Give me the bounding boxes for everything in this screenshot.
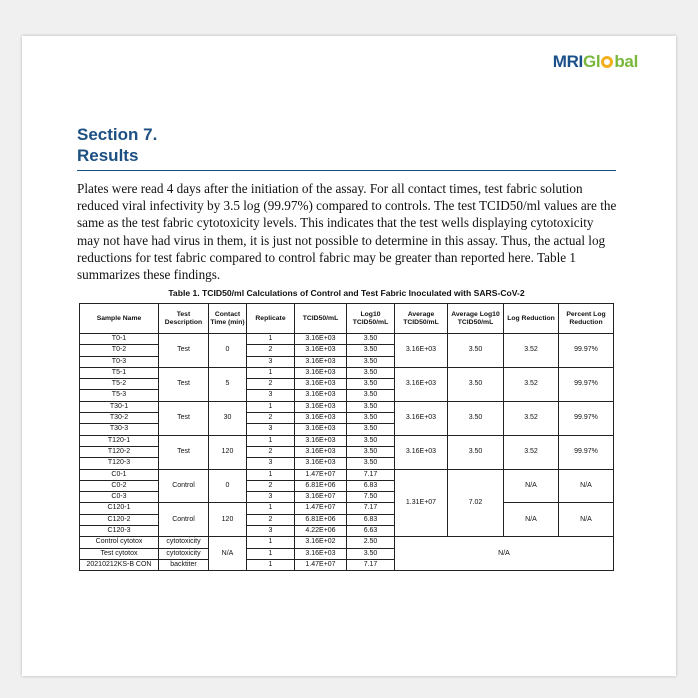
table-cell: 3.52 bbox=[504, 435, 559, 469]
table-cell: 3.50 bbox=[347, 367, 395, 378]
table-cell: 7.17 bbox=[347, 469, 395, 480]
table-cell: backtiter bbox=[159, 559, 209, 570]
table-cell: 2 bbox=[247, 514, 295, 525]
sample-name-cell: C0-2 bbox=[80, 480, 159, 491]
table-cell: Test bbox=[159, 334, 209, 368]
table-cell: 3 bbox=[247, 390, 295, 401]
sample-name-cell: C0-3 bbox=[80, 492, 159, 503]
table-cell: 1 bbox=[247, 401, 295, 412]
table-cell: 2.50 bbox=[347, 537, 395, 548]
table-cell: 6.81E+06 bbox=[295, 480, 347, 491]
table-cell: 1 bbox=[247, 367, 295, 378]
table-cell: 6.63 bbox=[347, 526, 395, 537]
table-cell: 3.16E+03 bbox=[295, 390, 347, 401]
table-cell: Test bbox=[159, 435, 209, 469]
table-cell: 3.16E+03 bbox=[395, 367, 448, 401]
sample-name-cell: T120-3 bbox=[80, 458, 159, 469]
table-cell: 3.16E+03 bbox=[395, 334, 448, 368]
table-cell: 120 bbox=[209, 503, 247, 537]
sample-name-cell: T30-1 bbox=[80, 401, 159, 412]
sample-name-cell: C0-1 bbox=[80, 469, 159, 480]
table-cell: 3.50 bbox=[347, 345, 395, 356]
table-cell: 2 bbox=[247, 480, 295, 491]
table-row bbox=[80, 537, 614, 548]
table-cell: 3.50 bbox=[448, 401, 504, 435]
table-cell: 1 bbox=[247, 537, 295, 548]
table-cell: 3 bbox=[247, 492, 295, 503]
table-cell: 3.16E+07 bbox=[295, 492, 347, 503]
column-header: Log10 TCID50/mL bbox=[347, 304, 395, 334]
table-cell: 3.50 bbox=[347, 390, 395, 401]
table-cell: 3.52 bbox=[504, 334, 559, 368]
table-cell: 2 bbox=[247, 413, 295, 424]
table-cell: 7.50 bbox=[347, 492, 395, 503]
table-cell: Control bbox=[159, 469, 209, 503]
sample-name-cell: T5-2 bbox=[80, 379, 159, 390]
sample-name-cell: C120-3 bbox=[80, 526, 159, 537]
column-header: TCID50/mL bbox=[295, 304, 347, 334]
table-cell: Test bbox=[159, 401, 209, 435]
sample-name-cell: T120-2 bbox=[80, 446, 159, 457]
table-row bbox=[80, 469, 614, 480]
table-cell: 3.16E+03 bbox=[295, 379, 347, 390]
table-cell: 3.50 bbox=[347, 356, 395, 367]
table-cell: 3.16E+03 bbox=[295, 356, 347, 367]
table-cell: 3 bbox=[247, 356, 295, 367]
table-cell: 3.16E+03 bbox=[395, 401, 448, 435]
table-cell: 1 bbox=[247, 559, 295, 570]
section-number: Section 7. bbox=[77, 125, 158, 144]
table-cell: 3.16E+03 bbox=[295, 435, 347, 446]
table-cell: 6.83 bbox=[347, 480, 395, 491]
table-cell: 0 bbox=[209, 469, 247, 503]
table-cell: 3.50 bbox=[347, 334, 395, 345]
table-cell: N/A bbox=[504, 503, 559, 537]
table-cell: 3.50 bbox=[347, 458, 395, 469]
table-cell: 3.50 bbox=[347, 424, 395, 435]
table-cell: Control bbox=[159, 503, 209, 537]
column-header: Average Log10 TCID50/mL bbox=[448, 304, 504, 334]
table-cell: 3.16E+03 bbox=[295, 424, 347, 435]
table-cell: 1.47E+07 bbox=[295, 503, 347, 514]
table-cell: 3.50 bbox=[347, 435, 395, 446]
table-cell: 4.22E+06 bbox=[295, 526, 347, 537]
sample-name-cell: T30-2 bbox=[80, 413, 159, 424]
table-cell: N/A bbox=[559, 469, 614, 503]
table-cell: 3 bbox=[247, 458, 295, 469]
results-paragraph: Plates were read 4 days after the initiation of the assay. For all contact times, test fabric solution reduced viral infectivity by 3.5 log (99.97%) compared to controls. The test TCID50/ml values are the same as the test fabric cytotoxicity levels. This indicates that the test wells displaying cytotoxicity may not have had virus in them, it is just not possible to determine in this assay. Thus, the actual log reductions for test fabric compared to control fabric may be greater than reported here. Table 1 summarizes these findings. bbox=[77, 181, 617, 283]
table-cell: 99.97% bbox=[559, 401, 614, 435]
table-row bbox=[80, 435, 614, 446]
sample-name-cell: T120-1 bbox=[80, 435, 159, 446]
table-cell: 3.16E+03 bbox=[295, 458, 347, 469]
table-row bbox=[80, 367, 614, 378]
table-cell: 1 bbox=[247, 548, 295, 559]
sample-name-cell: T0-2 bbox=[80, 345, 159, 356]
table-cell: 6.83 bbox=[347, 514, 395, 525]
table-cell: N/A bbox=[559, 503, 614, 537]
logo-globe-icon bbox=[601, 56, 613, 68]
table-cell: 1 bbox=[247, 334, 295, 345]
table-cell: 3.16E+03 bbox=[295, 413, 347, 424]
column-header: Test Description bbox=[159, 304, 209, 334]
table-cell: N/A bbox=[209, 537, 247, 571]
table-cell: 1.47E+07 bbox=[295, 559, 347, 570]
table-cell: 2 bbox=[247, 379, 295, 390]
table-cell: 7.17 bbox=[347, 503, 395, 514]
table-cell: 3.50 bbox=[448, 435, 504, 469]
table-cell: 5 bbox=[209, 367, 247, 401]
heading-rule bbox=[77, 170, 616, 171]
table-cell: cytotoxicity bbox=[159, 548, 209, 559]
table-cell: 99.97% bbox=[559, 334, 614, 368]
table-cell: 3.52 bbox=[504, 367, 559, 401]
table-cell: 3.16E+03 bbox=[295, 345, 347, 356]
column-header: Sample Name bbox=[80, 304, 159, 334]
table-cell: 0 bbox=[209, 334, 247, 368]
results-table bbox=[79, 303, 614, 571]
sample-name-cell: T5-1 bbox=[80, 367, 159, 378]
section-heading bbox=[77, 124, 157, 166]
table-cell: 3.16E+03 bbox=[295, 548, 347, 559]
sample-name-cell: Control cytotox bbox=[80, 537, 159, 548]
table-cell: 99.97% bbox=[559, 367, 614, 401]
sample-name-cell: T5-3 bbox=[80, 390, 159, 401]
sample-name-cell: Test cytotox bbox=[80, 548, 159, 559]
sample-name-cell: T0-1 bbox=[80, 334, 159, 345]
mriglobal-logo: MRIGl bal bbox=[552, 52, 638, 71]
table-cell: 3.50 bbox=[347, 413, 395, 424]
table-cell: 1.47E+07 bbox=[295, 469, 347, 480]
table-row bbox=[80, 503, 614, 514]
sample-name-cell: T30-3 bbox=[80, 424, 159, 435]
table-cell: Test bbox=[159, 367, 209, 401]
table-cell: 3.52 bbox=[504, 401, 559, 435]
sample-name-cell: C120-1 bbox=[80, 503, 159, 514]
table-cell: 3.50 bbox=[347, 446, 395, 457]
section-name: Results bbox=[77, 146, 139, 165]
table-cell: 1.31E+07 bbox=[395, 469, 448, 537]
table-cell: 3.16E+03 bbox=[295, 367, 347, 378]
table-cell: 6.81E+06 bbox=[295, 514, 347, 525]
sample-name-cell: C120-2 bbox=[80, 514, 159, 525]
table-row bbox=[80, 401, 614, 412]
table-cell: 1 bbox=[247, 503, 295, 514]
table-caption: Table 1. TCID50/ml Calculations of Control and Test Fabric Inoculated with SARS-CoV-2 bbox=[168, 288, 525, 298]
table-cell: 99.97% bbox=[559, 435, 614, 469]
table-cell: 3.16E+03 bbox=[295, 401, 347, 412]
column-header: Replicate bbox=[247, 304, 295, 334]
table-cell: N/A bbox=[504, 469, 559, 503]
table-cell: cytotoxicity bbox=[159, 537, 209, 548]
table-cell: N/A bbox=[395, 537, 614, 571]
column-header: Log Reduction bbox=[504, 304, 559, 334]
table-cell: 1 bbox=[247, 469, 295, 480]
table-cell: 3.50 bbox=[448, 334, 504, 368]
sample-name-cell: T0-3 bbox=[80, 356, 159, 367]
column-header: Average TCID50/mL bbox=[395, 304, 448, 334]
table-cell: 3.16E+03 bbox=[295, 334, 347, 345]
table-cell: 3 bbox=[247, 526, 295, 537]
table-cell: 1 bbox=[247, 435, 295, 446]
table-cell: 120 bbox=[209, 435, 247, 469]
column-header: Contact Time (min) bbox=[209, 304, 247, 334]
table-cell: 2 bbox=[247, 345, 295, 356]
table-cell: 3.50 bbox=[448, 367, 504, 401]
sample-name-cell: 20210212KS-B CON bbox=[80, 559, 159, 570]
table-cell: 30 bbox=[209, 401, 247, 435]
table-cell: 7.02 bbox=[448, 469, 504, 537]
table-cell: 3.16E+03 bbox=[295, 446, 347, 457]
table-cell: 3.50 bbox=[347, 401, 395, 412]
table-cell: 7.17 bbox=[347, 559, 395, 570]
table-cell: 2 bbox=[247, 446, 295, 457]
table-cell: 3.16E+03 bbox=[395, 435, 448, 469]
table-cell: 3.16E+02 bbox=[295, 537, 347, 548]
table-row bbox=[80, 334, 614, 345]
table-cell: 3 bbox=[247, 424, 295, 435]
table-cell: 3.50 bbox=[347, 379, 395, 390]
table-cell: 3.50 bbox=[347, 548, 395, 559]
column-header: Percent Log Reduction bbox=[559, 304, 614, 334]
table-header-row bbox=[80, 304, 614, 334]
